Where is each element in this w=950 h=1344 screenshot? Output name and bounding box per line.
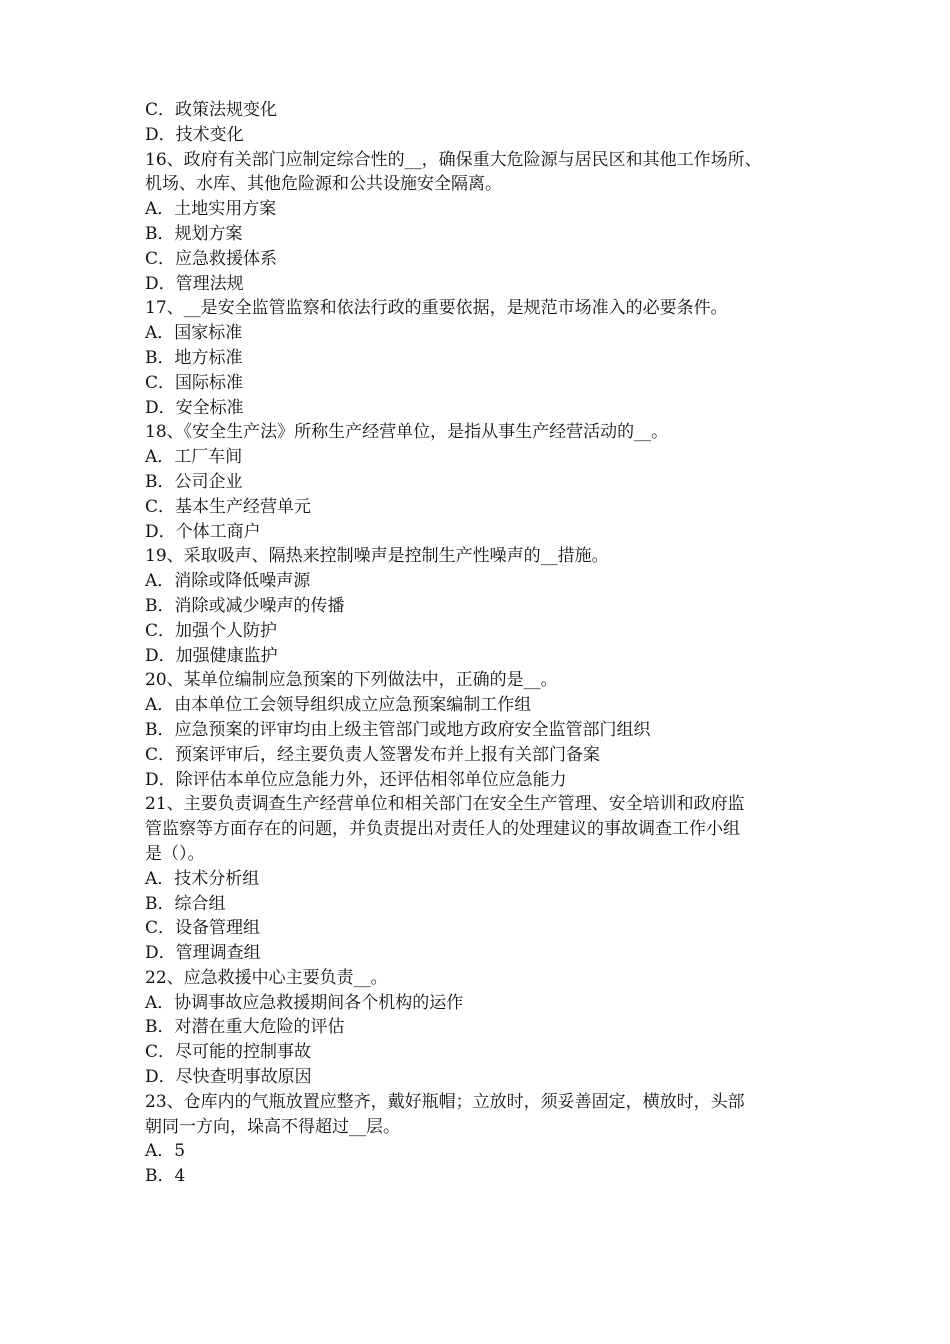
- option-line: D．加强健康监护: [145, 645, 278, 666]
- question-line: 16、政府有关部门应制定综合性的__，确保重大危险源与居民区和其他工作场所、: [145, 149, 762, 170]
- option-line: C．基本生产经营单元: [145, 496, 312, 517]
- option-line: C．国际标准: [145, 372, 244, 393]
- option-line: B．对潜在重大危险的评估: [145, 1017, 345, 1038]
- option-line: D．个体工商户: [145, 521, 261, 542]
- option-line: B．4: [145, 1166, 186, 1187]
- option-line: B．公司企业: [145, 471, 243, 492]
- question-line: 21、主要负责调查生产经营单位和相关部门在安全生产管理、安全培训和政府监: [145, 794, 745, 815]
- option-line: B．地方标准: [145, 347, 243, 368]
- option-line: A．协调事故应急救援期间各个机构的运作: [145, 992, 464, 1013]
- option-line: D．技术变化: [145, 124, 244, 145]
- option-line: D．安全标准: [145, 397, 244, 418]
- question-line: 17、__是安全监管监察和依法行政的重要依据，是规范市场准入的必要条件。: [145, 298, 728, 319]
- option-line: C．应急救援体系: [145, 248, 278, 269]
- document-body: [145, 98, 825, 1189]
- question-line: 22、应急救援中心主要负责__。: [145, 967, 388, 988]
- option-line: C．预案评审后，经主要负责人签署发布并上报有关部门备案: [145, 744, 601, 765]
- option-line: A．技术分析组: [145, 868, 260, 889]
- question-line: 18、《安全生产法》所称生产经营单位，是指从事生产经营活动的__。: [145, 422, 669, 443]
- option-line: C．加强个人防护: [145, 620, 278, 641]
- option-line: D．尽快查明事故原因: [145, 1067, 312, 1088]
- option-line: D．除评估本单位应急能力外，还评估相邻单位应急能力: [145, 769, 567, 790]
- question-line: 朝同一方向，垛高不得超过__层。: [145, 1116, 400, 1137]
- option-line: D．管理法规: [145, 273, 244, 294]
- option-line: A．土地实用方案: [145, 199, 277, 220]
- option-line: C．政策法规变化: [145, 100, 278, 120]
- option-line: B．规划方案: [145, 223, 243, 244]
- option-line: A．5: [145, 1141, 186, 1162]
- option-line: B．综合组: [145, 893, 226, 914]
- question-line: 管监察等方面存在的问题，并负责提出对责任人的处理建议的事故调查工作小组: [145, 819, 740, 840]
- option-line: D．管理调查组: [145, 943, 261, 964]
- option-line: C．尽可能的控制事故: [145, 1042, 312, 1063]
- question-line: 20、某单位编制应急预案的下列做法中，正确的是__。: [145, 670, 558, 691]
- option-line: A．由本单位工会领导组织成立应急预案编制工作组: [145, 695, 532, 716]
- question-line: 机场、水库、其他危险源和公共设施安全隔离。: [145, 174, 502, 195]
- question-line: 23、仓库内的气瓶放置应整齐，戴好瓶帽；立放时，须妥善固定，横放时，头部: [145, 1091, 745, 1112]
- option-line: A．国家标准: [145, 323, 243, 344]
- option-line: A．工厂车间: [145, 447, 243, 468]
- option-line: C．设备管理组: [145, 918, 261, 939]
- question-line: 19、采取吸声、隔热来控制噪声是控制生产性噪声的__措施。: [145, 546, 609, 567]
- option-line: A．消除或降低噪声源: [145, 571, 311, 592]
- option-line: B．应急预案的评审均由上级主管部门或地方政府安全监管部门组织: [145, 719, 651, 740]
- option-line: B．消除或减少噪声的传播: [145, 595, 345, 616]
- question-line: 是（）。: [145, 843, 205, 864]
